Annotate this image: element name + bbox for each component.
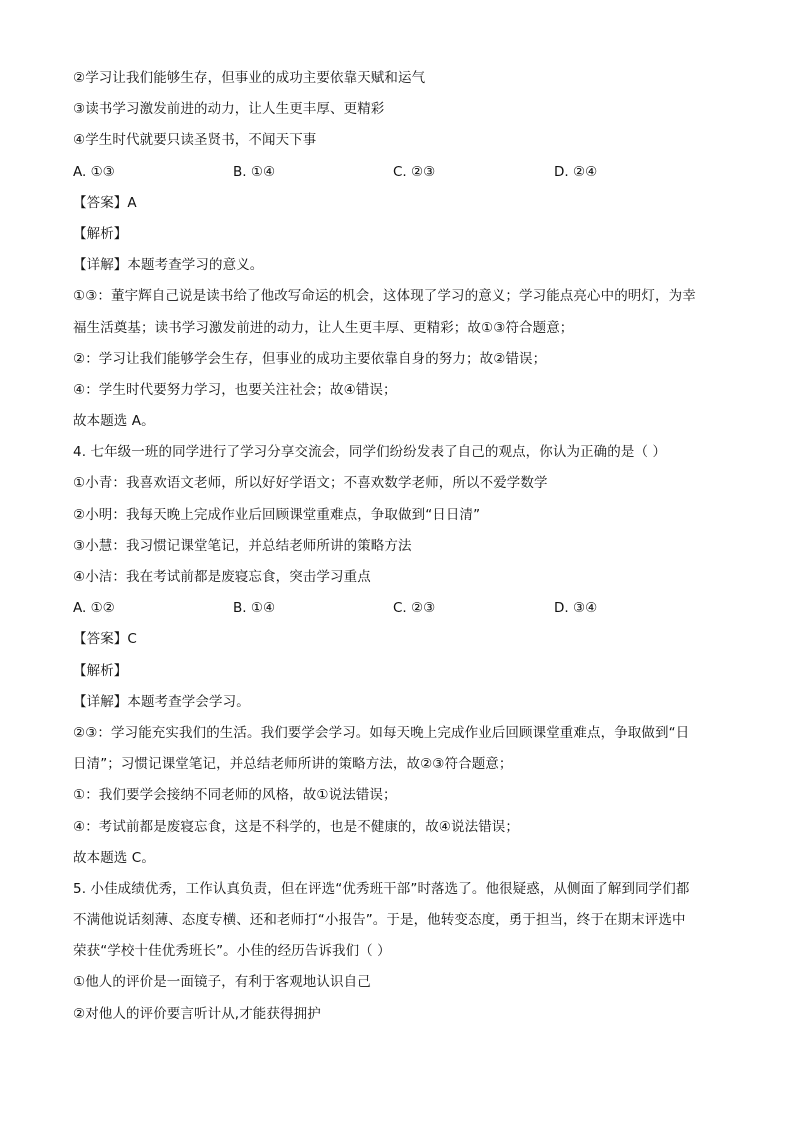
q3-option-a: A. ①③: [73, 163, 115, 180]
q3-statement-3: ③读书学习激发前进的动力，让人生更丰厚、更精彩: [73, 101, 385, 118]
q5-stem-line-2: 不满他说话刻薄、态度专横、还和老师打“小报告”。于是，他转变态度，勇于担当，终于在期末评选中: [73, 912, 686, 929]
q4-answer: 【答案】C: [73, 631, 137, 648]
q4-explanation-line-6: 故本题选 C。: [73, 849, 155, 866]
q4-options: [73, 593, 723, 624]
q4-stem: 4. 七年级一班的同学进行了学习分享交流会，同学们纷纷发表了自己的观点，你认为正确的是（ ）: [73, 444, 667, 461]
q4-option-b: B. ①④: [233, 600, 276, 617]
q3-option-c: C. ②③: [393, 163, 436, 180]
q3-explanation-line-4: ②：学习让我们能够学会生存，但事业的成功主要依靠自身的努力；故②错误；: [73, 350, 547, 367]
question-4: [73, 437, 723, 874]
q3-explanation-line-3: 福生活奠基；读书学习激发前进的动力，让人生更丰厚、更精彩；故①③符合题意；: [73, 319, 574, 336]
q4-statement-4: ④小洁：我在考试前都是废寝忘食，突击学习重点: [73, 569, 371, 585]
q3-option-d: D. ②④: [554, 163, 598, 180]
q3-statement-4: ④学生时代就要只读圣贤书，不闻天下事: [73, 132, 317, 149]
q3-options: [73, 157, 723, 188]
question-3: [73, 63, 723, 437]
q5-stem-line-3: 荣获“学校十佳优秀班长”。小佳的经历告诉我们（ ）: [73, 943, 391, 960]
q4-statement-2: ②小明：我每天晚上完成作业后回顾课堂重难点，争取做到“日日清”: [73, 506, 481, 523]
q4-explanation-line-3: 日清”；习惯记课堂笔记，并总结老师所讲的策略方法，故②③符合题意；: [73, 756, 513, 773]
q5-stem-line-1: 5. 小佳成绩优秀，工作认真负责，但在评选“优秀班干部”时落选了。他很疑惑，从侧面了解到同学们都: [73, 880, 690, 897]
q3-explanation-line-5: ④：学生时代要努力学习，也要关注社会；故④错误；: [73, 381, 397, 398]
q4-statement-3: ③小慧：我习惯记课堂笔记，并总结老师所讲的策略方法: [73, 537, 412, 554]
q3-statement-2: ②学习让我们能够生存，但事业的成功主要依靠天赋和运气: [73, 70, 426, 86]
q4-option-c: C. ②③: [393, 600, 436, 617]
document-page: [73, 63, 723, 1030]
q4-option-a: A. ①②: [73, 600, 115, 617]
q3-explanation-line-6: 故本题选 A。: [73, 413, 155, 430]
q3-option-b: B. ①④: [233, 163, 276, 180]
question-5: [73, 874, 723, 1030]
q3-answer: 【答案】A: [73, 194, 137, 211]
q3-explanation-line-1: 【详解】本题考查学习的意义。: [73, 257, 264, 274]
q5-statement-1: ①他人的评价是一面镜子，有利于客观地认识自己: [73, 974, 371, 991]
q4-explanation-line-1: 【详解】本题考查学会学习。: [73, 693, 250, 710]
q4-explanation-line-5: ④：考试前都是废寝忘食，这是不科学的，也是不健康的，故④说法错误；: [73, 818, 520, 835]
q3-explanation-line-2: ①③：董宇辉自己说是读书给了他改写命运的机会，这体现了学习的意义；学习能点亮心中的明灯，为幸: [73, 288, 696, 305]
q4-explanation-line-2: ②③：学习能充实我们的生活。我们要学会学习。如每天晚上完成作业后回顾课堂重难点，争取做到“日: [73, 724, 690, 741]
q5-statement-2: ②对他人的评价要言听计从,才能获得拥护: [73, 1005, 321, 1022]
q4-analysis-label: 【解析】: [73, 662, 128, 679]
q4-option-d: D. ③④: [554, 600, 598, 617]
q4-statement-1: ①小青：我喜欢语文老师，所以好好学语文；不喜欢数学老师，所以不爱学数学: [73, 475, 548, 492]
q3-analysis-label: 【解析】: [73, 225, 128, 242]
q4-explanation-line-4: ①：我们要学会接纳不同老师的风格，故①说法错误；: [73, 787, 397, 804]
